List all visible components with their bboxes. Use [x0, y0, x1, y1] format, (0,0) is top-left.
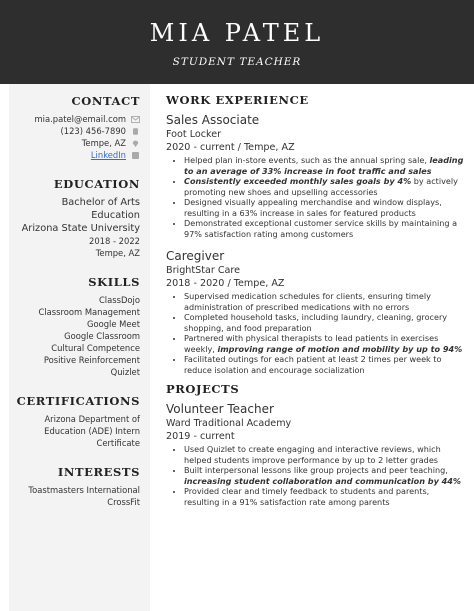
contact-linkedin[interactable] — [13, 149, 140, 161]
job-dates: 2020 - current — [166, 142, 235, 153]
skill-item: Classroom Management — [38, 307, 140, 317]
phone-icon — [131, 128, 140, 135]
project-organization: Ward Traditional Academy — [166, 418, 292, 429]
envelope-icon — [131, 116, 140, 123]
job-company: BrightStar Care — [166, 265, 241, 276]
job-bullet: • Partnered with physical therapists to lead patients in exercises weekly, improving range of motion and mobility by up to 94% — [184, 333, 466, 354]
contact-phone[interactable] — [13, 125, 140, 137]
left-sidebar — [9, 84, 150, 611]
job-bullet: • Demonstrated exceptional customer service skills by maintaining a 97% satisfaction rating among customers — [184, 218, 466, 239]
job-bullet: • Completed household tasks, including laundry, cleaning, grocery shopping, and food preparation — [184, 312, 466, 333]
job-bullets — [166, 155, 466, 239]
skills-section — [13, 275, 140, 378]
contact-section — [13, 94, 140, 161]
job-dates: 2018 - 2020 — [166, 278, 225, 289]
certifications-heading: CERTIFICATIONS — [16, 394, 140, 408]
email-text: mia.patel@email.com — [34, 114, 126, 124]
job-location: Tempe, AZ — [243, 142, 295, 153]
job-date-location: 2018 - 2020 / Tempe, AZ — [166, 278, 285, 289]
skill-item: ClassDojo — [98, 295, 140, 305]
main-column — [166, 92, 466, 507]
degree-line-2: Education — [91, 210, 140, 221]
degree-line-1: Bachelor of Arts — [61, 197, 140, 208]
linkedin-icon — [131, 152, 140, 159]
phone-text: (123) 456-7890 — [60, 126, 126, 136]
project-dates: 2019 - current — [166, 431, 235, 442]
certification-line: Education (ADE) Intern — [44, 426, 140, 436]
job-entry — [166, 248, 466, 375]
job-location: Tempe, AZ — [233, 278, 285, 289]
project-bullet: • Provided clear and timely feedback to students and parents, resulting in a 91% satisfaction rate among parents — [184, 486, 466, 507]
interest-item: CrossFit — [107, 497, 140, 507]
interests-heading: INTERESTS — [57, 465, 140, 479]
candidate-name: MIA PATEL — [149, 19, 325, 47]
location-text: Tempe, AZ — [81, 138, 126, 148]
skill-item: Google Meet — [86, 319, 140, 329]
school-name: Arizona State University — [21, 223, 140, 234]
certifications-section — [13, 394, 140, 449]
education-heading: EDUCATION — [53, 177, 140, 191]
job-bullet: • Designed visually appealing merchandise and window displays, resulting in a 63% increase in sales for featured products — [184, 197, 466, 218]
project-title: Volunteer Teacher — [166, 402, 274, 416]
skill-item: Cultural Competence — [51, 343, 140, 353]
linkedin-link[interactable]: LinkedIn — [90, 150, 126, 160]
job-bullet: • Facilitated outings for each patient at least 2 times per week to reduce isolation and encourage socialization — [184, 354, 466, 375]
job-title: Caregiver — [166, 249, 225, 263]
projects-section — [166, 381, 466, 507]
location-icon — [131, 140, 140, 147]
job-entry — [166, 112, 466, 239]
project-bullet: • Used Quizlet to create engaging and interactive reviews, which helped students improve performance by up to 2 letter grades — [184, 444, 466, 465]
job-company: Foot Locker — [166, 129, 222, 140]
job-title: Sales Associate — [166, 113, 260, 127]
interests-section — [13, 465, 140, 508]
skill-item: Google Classroom — [64, 331, 140, 341]
contact-location — [13, 137, 140, 149]
project-bullets — [166, 444, 466, 507]
skill-item: Quizlet — [110, 367, 140, 377]
job-date-location: 2020 - current / Tempe, AZ — [166, 142, 295, 153]
certification-line: Arizona Department of — [44, 414, 140, 424]
projects-heading: PROJECTS — [166, 382, 240, 396]
skill-item: Positive Reinforcement — [43, 355, 140, 365]
work-experience-heading: WORK EXPERIENCE — [166, 93, 309, 107]
certification-line: Certificate — [96, 438, 140, 448]
education-location: Tempe, AZ — [95, 248, 140, 258]
interest-item: Toastmasters International — [28, 485, 140, 495]
project-bullet: • Built interpersonal lessons like group projects and peer teaching, increasing student collaboration and communication by 44% — [184, 465, 466, 486]
job-bullet: • Consistently exceeded monthly sales goals by 4% by actively promoting new shoes and upselling accessories — [184, 176, 466, 197]
education-section — [13, 177, 140, 259]
job-bullet: • Helped plan in-store events, such as the annual spring sale, leading to an average of 33% increase in foot traffic and sales — [184, 155, 466, 176]
education-dates: 2018 - 2022 — [89, 236, 140, 246]
contact-email[interactable] — [13, 113, 140, 125]
resume-header — [0, 0, 474, 84]
job-bullets — [166, 291, 466, 375]
skills-heading: SKILLS — [88, 275, 140, 289]
candidate-title: STUDENT TEACHER — [172, 56, 302, 68]
project-entry — [166, 401, 466, 507]
work-experience-section — [166, 92, 466, 375]
contact-heading: CONTACT — [71, 94, 140, 108]
job-bullet: • Supervised medication schedules for clients, ensuring timely administration of prescribed medications with no errors — [184, 291, 466, 312]
